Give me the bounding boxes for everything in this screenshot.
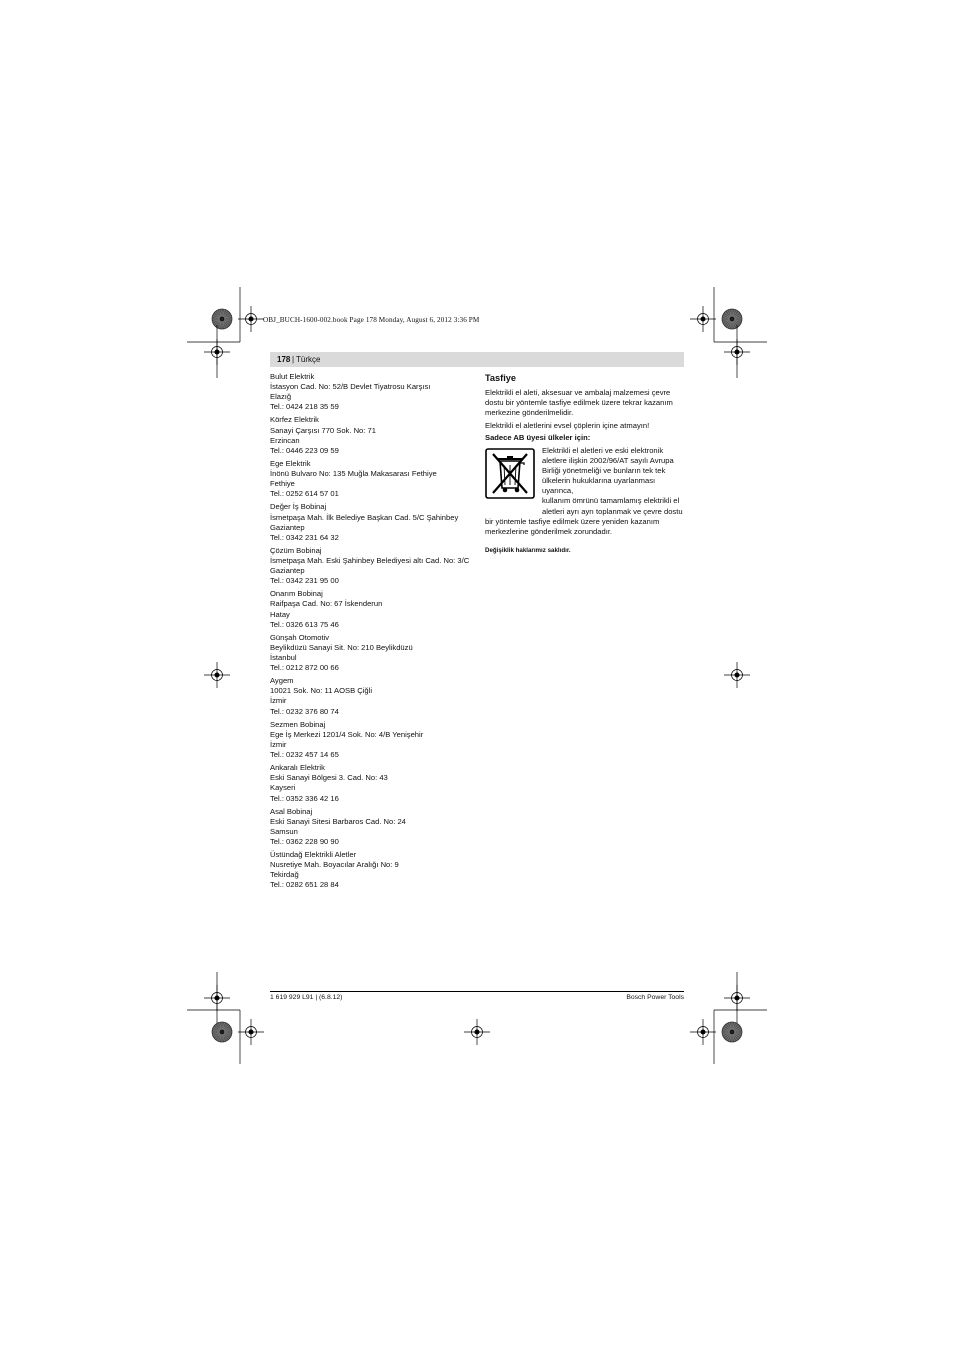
service-center-name: Asal Bobinaj (270, 806, 313, 816)
service-center-name: Bulut Elektrik (270, 372, 315, 381)
service-center-phone: Tel.: 0446 223 09 59 (270, 445, 339, 455)
crossed-out-wheelie-bin-icon (485, 448, 535, 499)
eu-directive-line: Birliği yönetmeliği ve bunların tek tek (542, 466, 666, 476)
disposal-paragraph: Elektrikli el aleti, aksesuar ve ambalaj malzemesi çevre dostu bir yöntemle tasfiye edilmek üzere tekrar kazanım merkezine gönderilmelidir. (485, 388, 673, 418)
service-center-phone: Tel.: 0212 872 00 66 (270, 663, 339, 673)
page-header-separator: | (292, 355, 295, 364)
eu-directive-line: aletleri ayrı ayrı toplanmak ve çevre dostu (542, 506, 683, 516)
service-center-phone: Tel.: 0362 228 90 90 (270, 836, 339, 846)
eu-directive-text (542, 446, 685, 517)
file-header: OBJ_BUCH-1600-002.book Page 178 Monday, August 6, 2012 3:36 PM (263, 316, 480, 324)
service-center-name: Günşah Otomotiv (270, 632, 330, 642)
service-center-address: İsmetpaşa Mah. İlk Belediye Başkan Cad. 5/C Şahinbey (270, 512, 459, 522)
footer-rule (270, 991, 684, 992)
service-center-phone: Tel.: 0342 231 64 32 (270, 532, 339, 542)
service-center-entry (270, 763, 470, 803)
service-center-entry (270, 633, 470, 673)
service-center-phone: Tel.: 0282 651 28 84 (270, 880, 339, 890)
service-center-city: Gaziantep (270, 522, 305, 532)
service-center-name: Sezmen Bobinaj (270, 719, 326, 729)
service-center-address: İstasyon Cad. No: 52/B Devlet Tiyatrosu Karşısı (270, 382, 431, 392)
service-center-name: Onarım Bobinaj (270, 589, 323, 599)
service-center-city: Tekirdağ (270, 870, 299, 880)
service-center-city: Erzincan (270, 435, 300, 445)
section-title: Tasfiye (485, 373, 516, 383)
service-center-list (270, 372, 470, 894)
page-language: Türkçe (296, 355, 321, 364)
service-center-city: Fethiye (270, 479, 295, 489)
service-center-name: Körfez Elektrik (270, 415, 319, 425)
service-center-city: Kayseri (270, 783, 296, 793)
service-center-phone: Tel.: 0342 231 95 00 (270, 576, 339, 586)
service-center-phone: Tel.: 0352 336 42 16 (270, 793, 339, 803)
service-center-entry (270, 850, 470, 890)
service-center-address: İnönü Bulvaro No: 135 Muğla Makasarası Fethiye (270, 469, 437, 479)
service-center-entry (270, 807, 470, 847)
service-center-city: İzmir (270, 696, 287, 706)
page-header-bar (270, 352, 684, 367)
service-center-city: Elazığ (270, 392, 292, 402)
footer-code: 1 619 929 L91 | (6.8.12) (270, 994, 343, 1001)
service-center-city: Samsun (270, 826, 298, 836)
page-number: 178 (277, 355, 291, 364)
service-center-name: Üstündağ Elektrikli Aletler (270, 850, 357, 860)
eu-directive-line: aletlere ilişkin 2002/96/AT sayılı Avrupa (542, 456, 674, 466)
service-center-city: İzmir (270, 739, 287, 749)
service-center-name: Ege Elektrik (270, 458, 311, 468)
service-center-address: İsmetpaşa Mah. Eski Şahinbey Belediyesi altı Cad. No: 3/C (270, 555, 470, 565)
service-center-name: Değer İş Bobinaj (270, 502, 327, 512)
disposal-section (485, 372, 685, 556)
service-center-name: Aygem (270, 676, 294, 686)
eu-directive-block (485, 446, 685, 517)
service-center-city: İstanbul (270, 653, 297, 662)
service-center-entry (270, 415, 470, 455)
disposal-warning: Elektrikli el aletlerini evsel çöplerin içine atmayın! (485, 420, 650, 430)
footer-brand: Bosch Power Tools (626, 994, 684, 1001)
eu-directive-line: kullanım ömrünü tamamlamış elektrikli el (542, 496, 680, 506)
service-center-entry (270, 589, 470, 629)
service-center-address: 10021 Sok. No: 11 AOSB Çiğli (270, 686, 373, 696)
service-center-address: Eski Sanayi Sitesi Barbaros Cad. No: 24 (270, 816, 406, 826)
eu-heading: Sadece AB üyesi ülkeler için: (485, 433, 591, 443)
eu-continuation: bir yöntemle tasfiye edilmek üzere yeniden kazanım merkezlerine gönderilmek zorundadır. (485, 516, 660, 536)
service-center-address: Beylikdüzü Sanayi Sit. No: 210 Beylikdüzü (270, 642, 413, 652)
service-center-entry (270, 372, 470, 412)
eu-directive-line: Elektrikli el aletleri ve eski elektronik (542, 445, 664, 455)
rights-reserved: Değişiklik haklarımız saklıdır. (485, 546, 571, 554)
service-center-address: Sanayi Çarşısı 770 Sok. No: 71 (270, 425, 376, 435)
service-center-entry (270, 546, 470, 586)
service-center-phone: Tel.: 0232 376 80 74 (270, 706, 339, 716)
service-center-city: Hatay (270, 609, 290, 619)
service-center-entry (270, 502, 470, 542)
service-center-phone: Tel.: 0252 614 57 01 (270, 489, 339, 499)
service-center-entry (270, 720, 470, 760)
service-center-address: Ege İş Merkezi 1201/4 Sok. No: 4/B Yenişehir (270, 729, 424, 739)
service-center-phone: Tel.: 0424 218 35 59 (270, 402, 339, 412)
service-center-name: Çözüm Bobinaj (270, 545, 322, 555)
service-center-address: Raifpaşa Cad. No: 67 İskenderun (270, 599, 383, 609)
service-center-address: Eski Sanayi Bölgesi 3. Cad. No: 43 (270, 773, 388, 783)
service-center-phone: Tel.: 0232 457 14 65 (270, 750, 339, 760)
eu-directive-line: ülkelerin hukuklarına uyarlanması uyarınca, (542, 476, 656, 496)
service-center-entry (270, 676, 470, 716)
service-center-address: Nusretiye Mah. Boyacılar Aralığı No: 9 (270, 860, 399, 870)
service-center-city: Gaziantep (270, 566, 305, 576)
service-center-phone: Tel.: 0326 613 75 46 (270, 619, 339, 629)
service-center-name: Ankaralı Elektrik (270, 763, 325, 773)
service-center-entry (270, 459, 470, 499)
